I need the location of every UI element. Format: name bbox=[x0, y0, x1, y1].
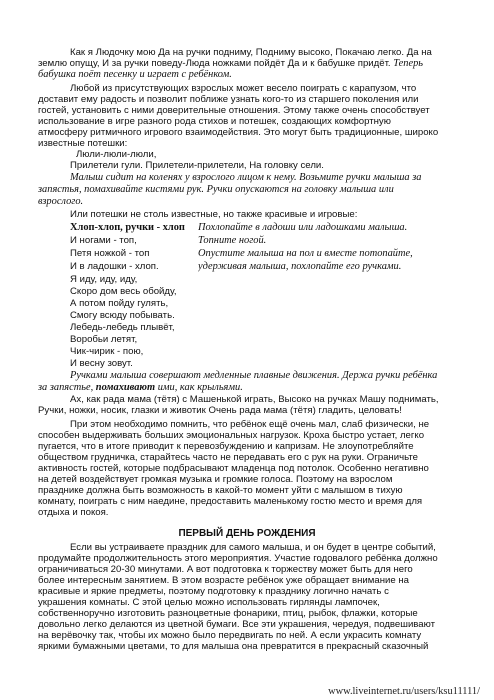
para3-line-3: ограничиваться 20-30 минутами. А вот подготовка к торжеству может быть для него bbox=[38, 564, 413, 575]
para2-line-2: способен выдерживать больших эмоциональных нагрузок. Кроха быстро устает, легко bbox=[38, 430, 425, 441]
rhyme2-line-7: А потом пойду гулять, bbox=[70, 298, 169, 309]
para1-line-3: гостей, установить с ними доверительные отношения. Этому также очень способствует bbox=[38, 105, 430, 116]
note1-line-1: Малыш сидит на коленях у взрослого лицом к нему. Возьмите ручки малыша за bbox=[70, 172, 422, 183]
note2-line-2-c: ими, как крыльями. bbox=[157, 382, 243, 393]
note2-line-2-bold: помахивают bbox=[95, 382, 156, 393]
note2-line-2-a: за запястье, bbox=[38, 382, 94, 393]
para1-line-5: атмосферу ритмичного игрового взаимодействия. Это могут быть традиционные, широко bbox=[38, 127, 439, 138]
para3-line-1: Если вы устраиваете праздник для самого малыша, и он будет в центре событий, bbox=[70, 542, 436, 553]
rhyme2-line-12: И весну зовут. bbox=[70, 358, 133, 369]
lesser-known-intro: Или потешки не столь известные, но также красивые и игровые: bbox=[70, 209, 358, 220]
para2-line-4: обществом грудничка, старайтесь часто не передавать его с рук на руки. Ограничьте bbox=[38, 452, 418, 463]
para2-line-3: пугается, что в итоге приводит к перевозбуждению и капризам. Не злоупотребляйте bbox=[38, 441, 414, 452]
para2-line-9: отдыха и покоя. bbox=[38, 507, 109, 518]
intro-line-2-italic: Теперь bbox=[393, 58, 424, 69]
para1-line-1: Любой из присутствующих взрослых может весело поиграть с карапузом, что bbox=[70, 83, 417, 94]
para3-line-8: довольно легко делаются из цветной бумаги. Все эти украшения, чередуя, подвешивают bbox=[38, 619, 436, 630]
rhyme2-line-5: Я иду, иду, иду, bbox=[70, 274, 138, 285]
para3-line-7: собственноручно изготовить разноцветные фонарики, птиц, рыбок, флажки, которые bbox=[38, 608, 418, 619]
note1-line-3: взрослого. bbox=[38, 196, 84, 207]
para1-line-6: известные потешки: bbox=[38, 138, 128, 149]
para1-line-4: использование в игре разного рода стихов и потешек, создающих комфортную bbox=[38, 116, 391, 127]
para2-line-1: При этом необходимо помнить, что ребёнок ещё очень мал, слаб физически, не bbox=[70, 419, 430, 430]
para3-line-10: яркими бумажными цветами, то для малыша она превратится в прекрасный сказочный bbox=[38, 641, 429, 652]
note2-line-2 bbox=[38, 382, 458, 393]
para3-line-4: более интересным занятием. В этом возрасте ребёнок уже обращает внимание на bbox=[38, 575, 409, 586]
para3-line-9: на верёвочку так, чтобы их можно было передвигать по ней. А если украсить комнату bbox=[38, 630, 422, 641]
para2-line-8: комнату, поиграть с ним наедине, предоставить маленькому гостю место и время для bbox=[38, 496, 423, 507]
rhyme2-line-9: Лебедь-лебедь плывёт, bbox=[70, 322, 175, 333]
rhyme2-note-3: Опустите малыша на пол и вместе потопайте, bbox=[198, 248, 413, 259]
rhyme2-line-2: И ногами - топ, bbox=[70, 235, 137, 246]
para2-line-6: на детей воздействует громкая музыка и громкие голоса. Поэтому на взрослом bbox=[38, 474, 393, 485]
para1-line-2: доставит ему радость и позволит поближе узнать кого-то из старшего поколения или bbox=[38, 94, 419, 105]
rhyme2-line-3: Петя ножкой - топ bbox=[70, 248, 150, 259]
rhyme1-line-2: Прилетели гули. Прилетели-прилетели, На головку сели. bbox=[70, 160, 324, 171]
watermark-url: www.liveinternet.ru/users/ksu11111/ bbox=[328, 685, 480, 697]
rhyme2-line-8: Смогу всюду побывать. bbox=[70, 310, 175, 321]
rhyme2-line-11: Чик-чирик - пою, bbox=[70, 346, 144, 357]
rhyme2-line-10: Воробьи летят, bbox=[70, 334, 138, 345]
rhyme2-note-1: Похлопайте в ладоши или ладошками малыша. bbox=[198, 222, 408, 233]
rhyme3-line-2: Ручки, ножки, носик, глазки и животик Очень рада мама (тётя) гладить, целовать! bbox=[38, 405, 402, 416]
para3-line-5: красивые и яркие предметы, поэтому подготовку к празднику логично начать с bbox=[38, 586, 389, 597]
rhyme2-line-4: И в ладошки - хлоп. bbox=[70, 261, 159, 272]
intro-line-1: Как я Людочку мою Да на ручки подниму, Подниму высоко, Покачаю легко. Да на bbox=[70, 47, 432, 58]
para2-line-5: активность гостей, которые подбрасывают младенца под потолок. Особенно негативно bbox=[38, 463, 429, 474]
para3-line-2: продумайте продолжительность этого мероприятия. Участие годовалого ребёнка должно bbox=[38, 553, 438, 564]
para3-line-6: украшения комнаты. С этой целью можно использовать гирлянды лампочек, bbox=[38, 597, 380, 608]
rhyme2-note-4: удерживая малыша, похлопайте его ручками. bbox=[198, 261, 402, 272]
section-heading: ПЕРВЫЙ ДЕНЬ РОЖДЕНИЯ bbox=[178, 528, 316, 539]
rhyme2-note-2: Топните ногой. bbox=[198, 235, 267, 246]
rhyme2-line-6: Скоро дом весь обойду, bbox=[70, 286, 177, 297]
rhyme1-line-1: Люли-люли-люли, bbox=[76, 149, 157, 160]
intro-line-2 bbox=[38, 58, 458, 69]
intro-line-3: бабушка поёт песенку и играет с ребёнком. bbox=[38, 69, 232, 80]
intro-line-2-text: землю опущу, И за ручки поведу-Люда ножками пойдёт Да и к бабушке придёт. bbox=[38, 58, 391, 69]
note2-line-1: Ручками малыша совершают медленные плавные движения. Держа ручки ребёнка bbox=[70, 370, 438, 381]
note1-line-2: запястья, помахивайте кистями рук. Ручки опускаются на головку малыша или bbox=[38, 184, 394, 195]
para2-line-7: празднике должна быть возможность в какой-то момент уйти с малышом в тихую bbox=[38, 485, 403, 496]
rhyme3-line-1: Ах, как рада мама (тётя) с Машенькой играть, Высоко на ручках Машу поднимать, bbox=[70, 394, 439, 405]
rhyme2-line-1: Хлоп-хлоп, ручки - хлоп bbox=[70, 222, 185, 233]
